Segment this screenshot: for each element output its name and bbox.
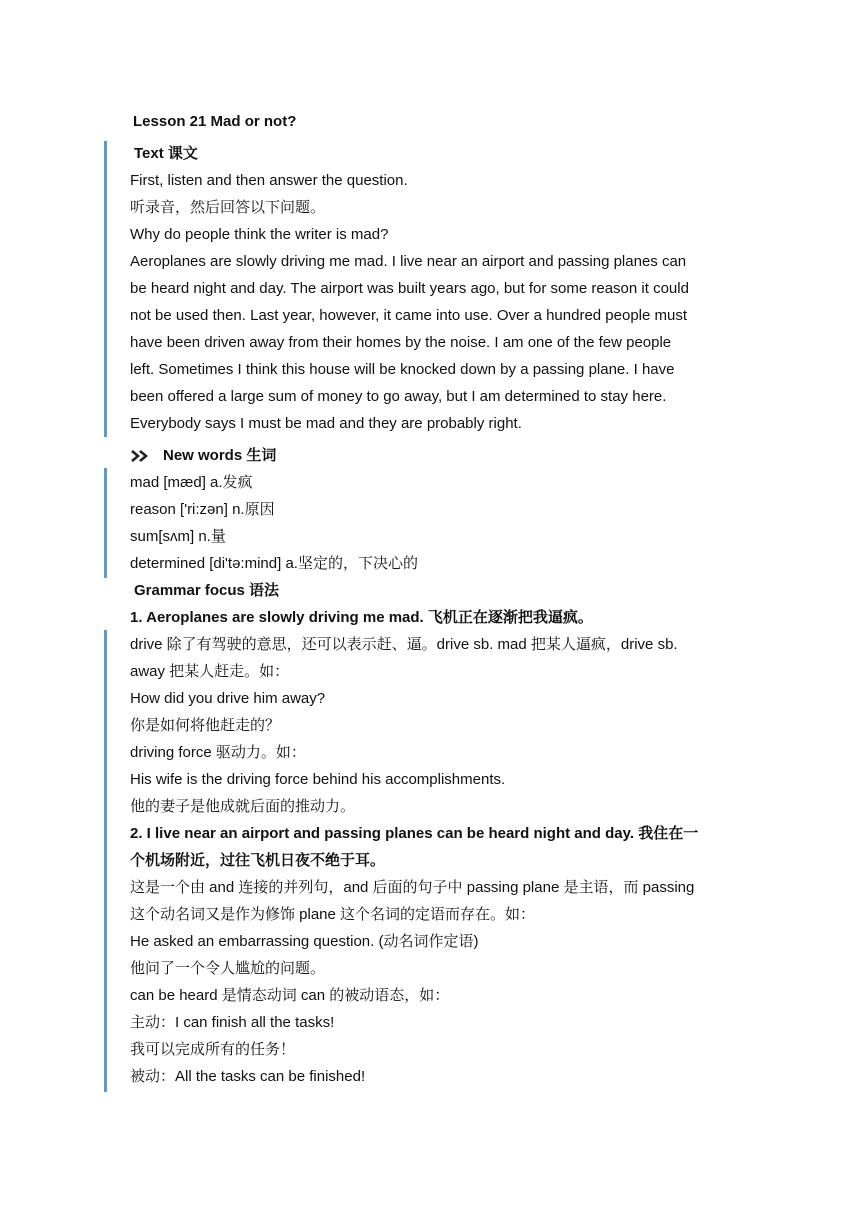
grammar-line: 主动：I can finish all the tasks! [130,1014,335,1031]
word-entry: determined [di'tə:mind] a.坚定的，下决心的 [130,555,418,572]
grammar-line: He asked an embarrassing question. (动名词作定语) [130,933,479,950]
text-heading: Text 课文 [134,145,198,162]
grammar-line: 他的妻子是他成就后面的推动力。 [130,798,356,815]
lesson-title: Lesson 21 Mad or not? [133,113,297,130]
word-entry: sum[sʌm] n.量 [130,528,226,545]
grammar-line: away 把某人赶走。如： [130,663,290,680]
text-line: be heard night and day. The airport was built years ago, but for some reason it could [130,280,689,297]
grammar-line: can be heard 是情态动词 can 的被动语态，如： [130,987,450,1004]
grammar-point: 个机场附近，过往飞机日夜不绝于耳。 [130,852,386,869]
grammar-body [130,604,740,1090]
grammar-line: drive 除了有驾驶的意思，还可以表示赶、逼。drive sb. mad 把某人逼疯，drive sb. [130,636,678,653]
grammar-point: 2. I live near an airport and passing planes can be heard night and day. 我住在一 [130,825,699,842]
new-words-bar [104,468,107,578]
grammar-line: His wife is the driving force behind his accomplishments. [130,771,506,788]
text-section [130,140,740,437]
grammar-line: How did you drive him away? [130,690,326,707]
word-entry: mad [mæd] a.发疯 [130,474,253,491]
text-line: left. Sometimes I think this house will be knocked down by a passing plane. I have [130,361,675,378]
grammar-line: 这是一个由 and 连接的并列句，and 后面的句子中 passing plane 是主语，而 passing [130,879,695,896]
new-words-list [130,469,740,577]
new-words-header [130,442,740,469]
new-words-section [130,442,740,577]
text-section-bar [104,141,107,437]
text-line: Aeroplanes are slowly driving me mad. I live near an airport and passing planes can [130,253,687,270]
new-words-heading: New words 生词 [163,447,277,464]
grammar-line: 我可以完成所有的任务！ [130,1041,296,1058]
grammar-point: 1. Aeroplanes are slowly driving me mad. 飞机正在逐渐把我逼疯。 [130,609,593,626]
text-line: 听录音，然后回答以下问题。 [130,199,326,216]
text-line: have been driven away from their homes by the noise. I am one of the few people [130,334,672,351]
text-line: Why do people think the writer is mad? [130,226,389,243]
text-line: not be used then. Last year, however, it came into use. Over a hundred people must [130,307,688,324]
grammar-line: driving force 驱动力。如： [130,744,306,761]
grammar-heading: Grammar focus 语法 [134,582,280,599]
word-entry: reason ['ri:zən] n.原因 [130,501,275,518]
text-line: First, listen and then answer the question. [130,172,408,189]
grammar-line: 他问了一个令人尴尬的问题。 [130,960,326,977]
grammar-line: 这个动名词又是作为修饰 plane 这个名词的定语而存在。如： [130,906,536,923]
text-body [130,167,740,437]
double-chevron-icon [130,449,152,463]
grammar-line: 被动：All the tasks can be finished! [130,1068,366,1085]
grammar-section-bar [104,630,107,1092]
text-line: Everybody says I must be mad and they are probably right. [130,415,522,432]
grammar-section [130,577,740,1090]
text-line: been offered a large sum of money to go away, but I am determined to stay here. [130,388,667,405]
grammar-line: 你是如何将他赶走的？ [130,717,281,734]
